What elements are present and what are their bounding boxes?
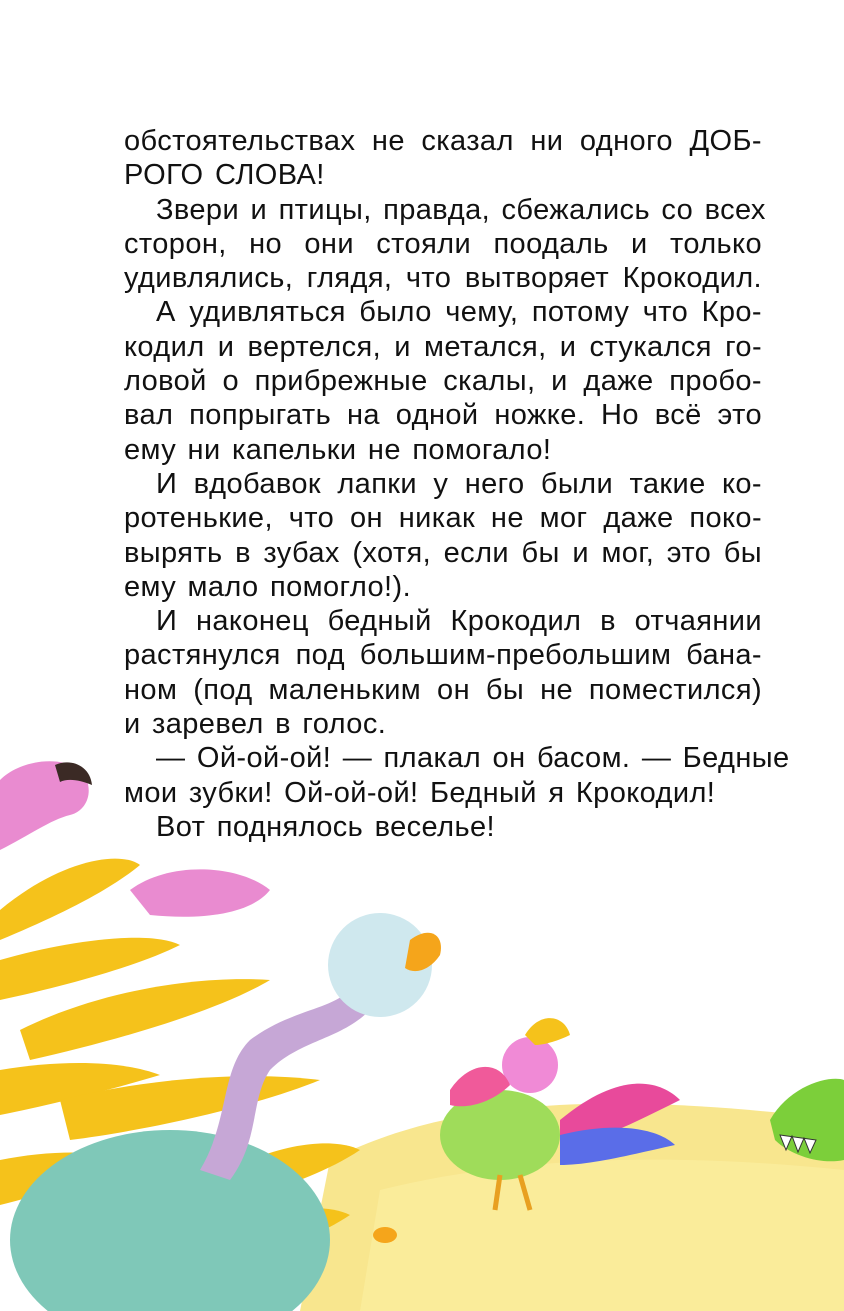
text-line: А удивляться было чему, потому что Кро-	[156, 296, 762, 329]
text-line: ему ни капельки не помогало!	[124, 433, 552, 466]
rooster-head	[502, 1037, 558, 1093]
toucan-beak	[0, 859, 140, 940]
text-line: ему мало помогло!).	[124, 570, 412, 603]
text-line: растянулся под большим-пребольшим бана-	[124, 639, 762, 672]
text-line: вал попрыгать на одной ножке. Но всё это	[124, 399, 762, 432]
small-object	[373, 1227, 397, 1243]
text-line: кодил и вертелся, и метался, и стукался го-	[124, 330, 762, 363]
text-line: мои зубки! Ой-ой-ой! Бедный я Крокодил!	[124, 776, 716, 809]
text-line: Звери и птицы, правда, сбежались со всех	[156, 193, 766, 226]
text-line: И наконец бедный Крокодил в отчаянии	[156, 605, 762, 638]
text-line: ловой о прибрежные скалы, и даже пробо-	[124, 365, 762, 398]
sand-ground-light	[360, 1160, 844, 1311]
story-text	[124, 124, 790, 844]
animals-illustration	[0, 740, 844, 1311]
toucan-beak	[20, 979, 270, 1060]
pink-bird-head	[130, 869, 270, 916]
text-line: ном (под маленьким он бы не поместился)	[124, 673, 762, 706]
text-line: обстоятельствах не сказал ни одного ДОБ-	[124, 125, 762, 157]
text-line: РОГО СЛОВА!	[124, 159, 325, 192]
text-line: Вот поднялось веселье!	[156, 810, 495, 843]
rooster-comb	[525, 1018, 570, 1045]
text-line: И вдобавок лапки у него были такие ко-	[156, 467, 762, 500]
text-line: и заревел в голос.	[124, 708, 387, 741]
text-line: ротенькие, что он никак не мог даже поко-	[124, 502, 762, 535]
text-line: сторон, но они стояли поодаль и только	[124, 227, 762, 260]
text-line: удивлялись, глядя, что вытворяет Крокодил.	[124, 262, 762, 295]
text-line: — Ой-ой-ой! — плакал он басом. — Бедные	[156, 742, 790, 775]
text-line: вырять в зубах (хотя, если бы и мог, это бы	[124, 536, 762, 569]
